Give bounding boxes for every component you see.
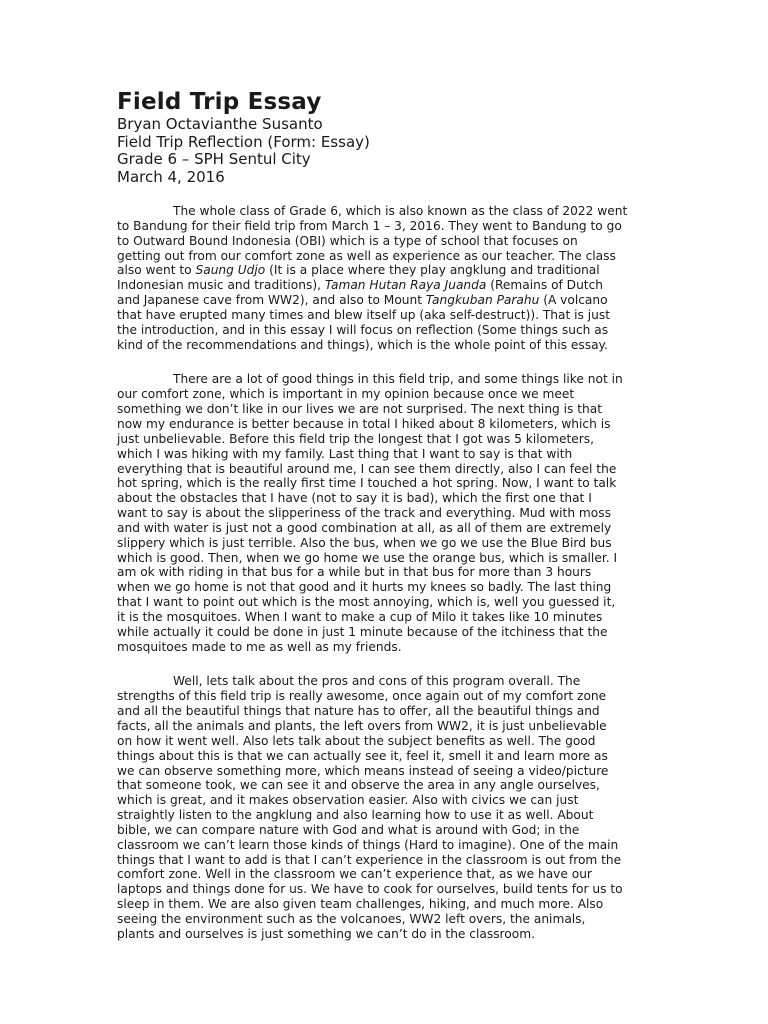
paragraph-line (117, 734, 657, 749)
essay-paragraph (117, 372, 657, 654)
paragraph-line (117, 704, 657, 719)
line-text: bible, we can compare nature with God and what is around with God; in the (117, 822, 580, 837)
line-text: Indonesian music and traditions), (117, 278, 325, 293)
assignment-subtitle: Field Trip Reflection (Form: Essay) (117, 132, 370, 151)
line-text: want to say is about the slipperiness of the track and everything. Mud with moss (117, 506, 611, 521)
paragraph-line (117, 338, 657, 353)
place-name: Tangkuban Parahu (425, 293, 540, 308)
paragraph-line (117, 462, 657, 477)
line-text: that have erupted many times and blew itself up (aka self-destruct)). That is just (117, 307, 610, 322)
paragraph-line (117, 838, 657, 853)
line-text: There are a lot of good things in this field trip, and some things like not in (173, 372, 623, 387)
line-text: (A volcano (539, 293, 608, 308)
line-text: am ok with riding in that bus for a while but in that bus for more than 3 hours (117, 565, 592, 580)
document-date: March 4, 2016 (117, 167, 225, 186)
paragraph-line (117, 323, 657, 338)
paragraph-line (117, 204, 657, 219)
line-text: things that I want to add is that I can’t experience in the classroom is out from the (117, 852, 622, 867)
paragraph-line (117, 402, 657, 417)
paragraph-line (117, 432, 657, 447)
line-text: straightly listen to the angklung and also learning how to use it as well. About (117, 808, 594, 823)
line-text: plants and ourselves is just something we can’t do in the classroom. (117, 926, 535, 941)
paragraph-line (117, 912, 657, 927)
paragraph-line (117, 278, 657, 293)
paragraph-line (117, 249, 657, 264)
paragraph-line (117, 882, 657, 897)
line-text: something we don’t like in our lives we are not surprised. The next thing is that (117, 402, 603, 417)
paragraph-line (117, 897, 657, 912)
line-text: the introduction, and in this essay I will focus on reflection (Some things such as (117, 322, 609, 337)
paragraph-line (117, 476, 657, 491)
line-text: we can observe something more, which means instead of seeing a video/picture (117, 763, 609, 778)
essay-paragraph (117, 674, 657, 941)
document-meta (117, 116, 657, 186)
line-text: (Remains of Dutch (486, 278, 603, 293)
paragraph-line (117, 749, 657, 764)
line-text: hot spring, which is the really first time I touched a hot spring. Now, I want to talk (117, 476, 617, 491)
line-text: kind of the recommendations and things), which is the whole point of this essay. (117, 337, 608, 352)
essay-body (117, 204, 657, 942)
line-text: laptops and things done for us. We have to cook for ourselves, build tents for us to (117, 882, 623, 897)
paragraph-line (117, 793, 657, 808)
line-text: everything that is beautiful around me, I can see them directly, also I can feel the (117, 461, 617, 476)
line-text: and Japanese cave from WW2), and also to Mount (117, 293, 426, 308)
line-text: which is good. Then, when we go home we use the orange bus, which is smaller. I (117, 550, 618, 565)
place-name: Saung Udjo (195, 263, 266, 278)
paragraph-line (117, 580, 657, 595)
line-text: which is great, and it makes observation easier. Also with civics we can just (117, 793, 579, 808)
paragraph-line (117, 234, 657, 249)
line-text: that someone took, we can see it and observe the area in any angle ourselves, (117, 778, 600, 793)
line-text: and with water is just not a good combination at all, as all of them are extremely (117, 520, 612, 535)
paragraph-line (117, 625, 657, 640)
paragraph-line (117, 853, 657, 868)
paragraph-line (117, 640, 657, 655)
line-text: (It is a place where they play angklung and traditional (265, 263, 600, 278)
line-text: classroom we can’t learn those kinds of things (Hard to imagine). One of the main (117, 837, 619, 852)
line-text: Well, lets talk about the pros and cons of this program overall. The (173, 674, 581, 689)
paragraph-line (117, 521, 657, 536)
author-name: Bryan Octavianthe Susanto (117, 115, 323, 133)
paragraph-line (117, 506, 657, 521)
line-text: comfort zone. Well in the classroom we can’t experience that, as we have our (117, 867, 592, 882)
paragraph-line (117, 447, 657, 462)
line-text: when we go home is not that good and it hurts my knees so badly. The last thing (117, 580, 612, 595)
line-text: now my endurance is better because in total I hiked about 8 kilometers, which is (117, 416, 611, 431)
essay-paragraph (117, 204, 657, 352)
paragraph-line (117, 927, 657, 942)
paragraph-line (117, 867, 657, 882)
line-text: facts, all the animals and plants, the left overs from WW2, it is just unbelievable (117, 719, 607, 733)
paragraph-line (117, 719, 657, 734)
paragraph-line (117, 491, 657, 506)
paragraph-line (117, 565, 657, 580)
paragraph-line (117, 308, 657, 323)
paragraph-line (117, 764, 657, 779)
line-text: on how it went well. Also lets talk about the subject benefits as well. The good (117, 733, 596, 748)
paragraph-line (117, 610, 657, 625)
line-text: getting out from our comfort zone as well as experience as our teacher. The class (117, 248, 616, 263)
line-text: slippery which is just terrible. Also the bus, when we go we use the Blue Bird bus (117, 535, 612, 550)
grade-school: Grade 6 – SPH Sentul City (117, 150, 311, 168)
line-text: things about this is that we can actually see it, feel it, smell it and learn more as (117, 748, 608, 763)
line-text: that I want to point out which is the most annoying, which is, well you guessed it, (117, 595, 616, 610)
document-title: Field Trip Essay (117, 89, 322, 115)
paragraph-line (117, 219, 657, 234)
paragraph-line (117, 595, 657, 610)
paragraph-line (117, 536, 657, 551)
document-page (117, 88, 657, 962)
paragraph-line (117, 689, 657, 704)
line-text: to Bandung for their field trip from March 1 – 3, 2016. They went to Bandung to go (117, 218, 622, 233)
line-text: mosquitoes made to me as well as my friends. (117, 639, 402, 654)
paragraph-line (117, 823, 657, 838)
line-text: our comfort zone, which is important in my opinion because once we meet (117, 387, 575, 402)
paragraph-line (117, 551, 657, 566)
paragraph-line (117, 263, 657, 278)
paragraph-line (117, 293, 657, 308)
line-text: and all the beautiful things that nature has to offer, all the beautiful things and (117, 704, 600, 719)
line-text: just unbelievable. Before this field trip the longest that I got was 5 kilometers, (117, 431, 594, 446)
line-text: strengths of this field trip is really awesome, once again out of my comfort zone (117, 689, 607, 704)
paragraph-line (117, 674, 657, 689)
line-text: to Outward Bound Indonesia (OBI) which is a type of school that focuses on (117, 233, 578, 248)
line-text: which I was hiking with my family. Last thing that I want to say is that with (117, 446, 573, 461)
line-text: seeing the environment such as the volcanoes, WW2 left overs, the animals, (117, 911, 586, 926)
paragraph-line (117, 417, 657, 432)
paragraph-line (117, 778, 657, 793)
line-text: The whole class of Grade 6, which is also known as the class of 2022 went (173, 204, 628, 218)
paragraph-line (117, 387, 657, 402)
line-text: about the obstacles that I have (not to say it is bad), which the first one that I (117, 491, 592, 506)
line-text: also went to (117, 263, 196, 278)
line-text: it is the mosquitoes. When I want to make a cup of Milo it takes like 10 minutes (117, 609, 603, 624)
place-name: Taman Hutan Raya Juanda (324, 278, 487, 293)
paragraph-line (117, 372, 657, 387)
paragraph-line (117, 808, 657, 823)
line-text: sleep in them. We are also given team challenges, hiking, and much more. Also (117, 897, 604, 912)
line-text: while actually it could be done in just 1 minute because of the itchiness that the (117, 624, 608, 639)
